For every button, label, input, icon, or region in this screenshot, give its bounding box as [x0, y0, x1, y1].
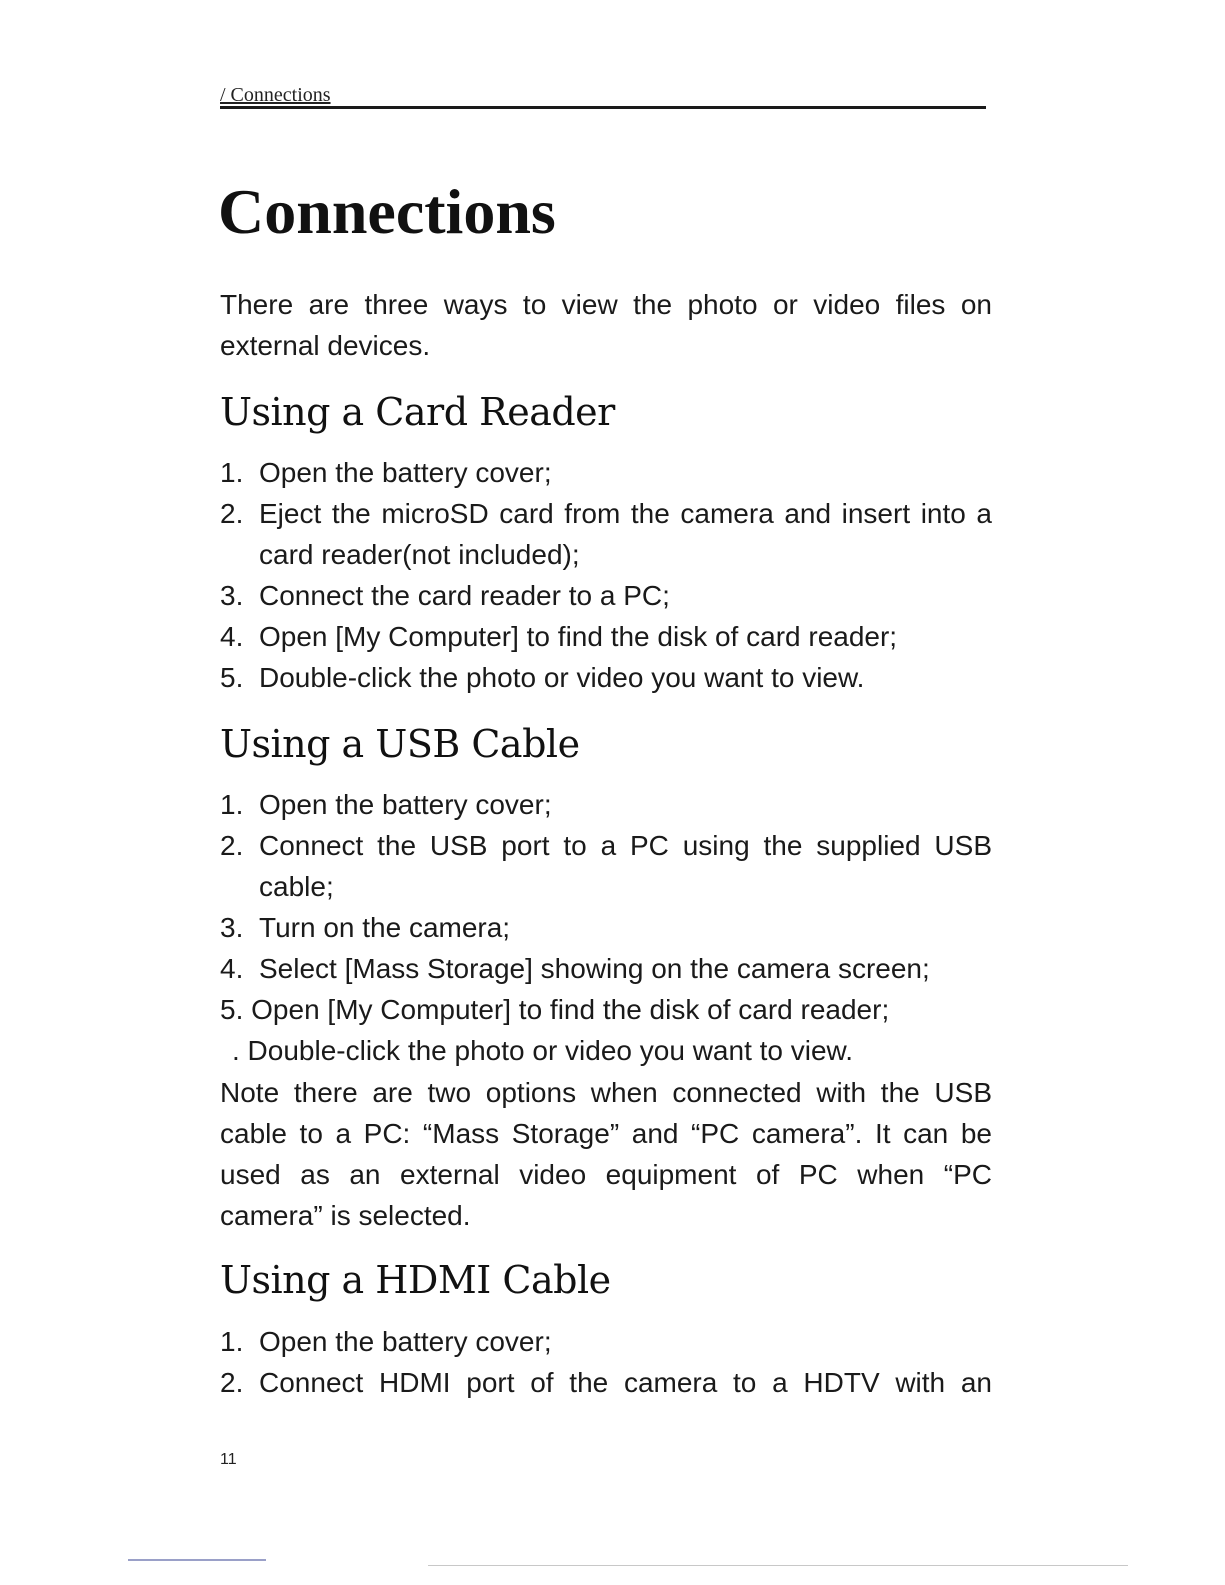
running-header: [220, 84, 986, 109]
step-number: 2.: [220, 498, 244, 529]
intro-paragraph: There are three ways to view the photo or video files on external devices.: [220, 289, 992, 361]
hdmi-cable-steps: [220, 1321, 992, 1403]
step-number: 1.: [220, 789, 244, 820]
scan-artifact-line: [128, 1559, 266, 1561]
step-number: 4.: [220, 621, 244, 652]
list-item: [220, 575, 992, 616]
list-item: [220, 657, 992, 698]
step-text: Select [Mass Storage] showing on the camera screen;: [259, 953, 930, 984]
usb-cable-steps: [220, 784, 992, 1071]
section-heading-hdmi-cable: Using a HDMI Cable: [220, 1258, 611, 1302]
step-text: Open [My Computer] to find the disk of card reader;: [259, 621, 898, 652]
step-number: 5.: [220, 994, 244, 1025]
header-section-label: / Connections: [220, 84, 331, 106]
step-number: 2.: [220, 1367, 244, 1398]
page-title: Connections: [218, 176, 556, 247]
step-number: 2.: [220, 830, 244, 861]
step-number: 1.: [220, 1326, 244, 1357]
list-item: [220, 948, 992, 989]
list-item: [220, 1321, 992, 1362]
step-text: Open [My Computer] to find the disk of card reader;: [251, 994, 890, 1025]
step-text: Open the battery cover;: [259, 1326, 552, 1357]
step-number: 4.: [220, 953, 244, 984]
list-item: [220, 1362, 992, 1403]
step-text: Eject the microSD card from the camera and insert into a card reader(not included);: [259, 498, 992, 570]
list-item: [220, 493, 992, 575]
section-heading-usb-cable: Using a USB Cable: [220, 722, 580, 766]
list-item: [220, 452, 992, 493]
list-item: [220, 907, 992, 948]
step-number: 5.: [220, 662, 244, 693]
list-item: [220, 784, 992, 825]
card-reader-steps: [220, 452, 992, 698]
step-text: Connect HDMI port of the camera to a HDTV with an: [259, 1367, 992, 1398]
section-heading-card-reader: Using a Card Reader: [220, 390, 615, 434]
list-item: [220, 825, 992, 907]
usb-note-paragraph: Note there are two options when connected with the USB cable to a PC: “Mass Storage” and “PC camera”. It can be used as an external video equipment of PC when “PC camera” is selected.: [220, 1077, 992, 1231]
step-text: . Double-click the photo or video you want to view.: [232, 1035, 854, 1066]
list-item: [220, 989, 992, 1030]
step-text: Open the battery cover;: [259, 789, 552, 820]
step-text: Connect the USB port to a PC using the supplied USB cable;: [259, 830, 992, 902]
step-text: Double-click the photo or video you want to view.: [259, 662, 865, 693]
step-text: Turn on the camera;: [259, 912, 511, 943]
list-item: [220, 1030, 992, 1071]
step-number: 3.: [220, 580, 244, 611]
step-number: 1.: [220, 457, 244, 488]
step-text: Open the battery cover;: [259, 457, 552, 488]
step-number: 3.: [220, 912, 244, 943]
scan-artifact-line: [428, 1565, 1128, 1566]
list-item: [220, 616, 992, 657]
step-text: Connect the card reader to a PC;: [259, 580, 670, 611]
page-number: 11: [220, 1451, 237, 1468]
